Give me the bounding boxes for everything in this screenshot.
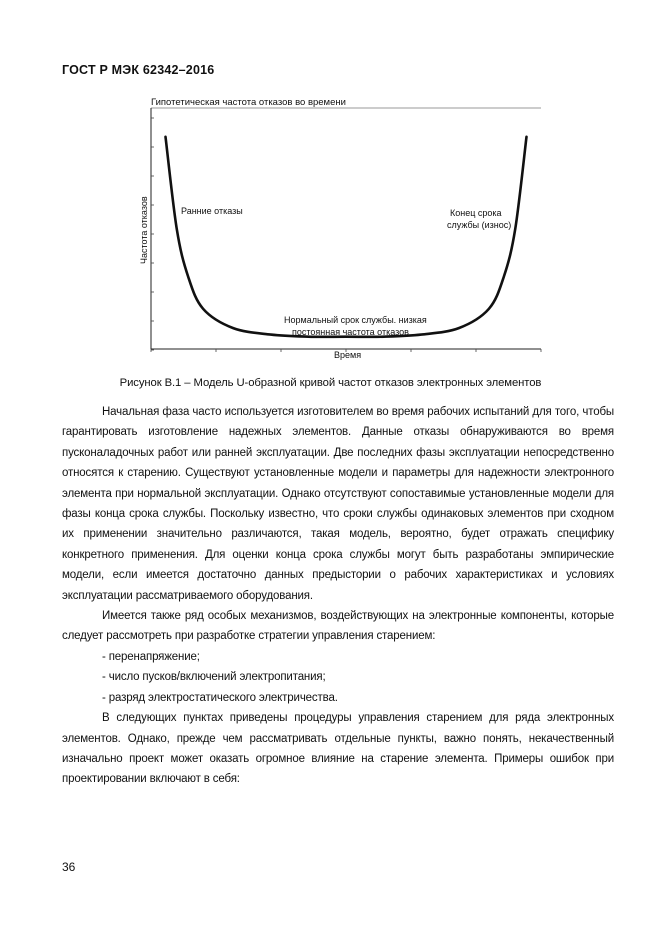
u-curve-figure: [0, 0, 661, 370]
figure-caption: Рисунок В.1 – Модель U-образной кривой частот отказов электронных элементов: [119, 377, 542, 389]
body-text: [62, 402, 614, 790]
paragraph: Начальная фаза часто используется изготовителем во время рабочих испытаний для того, чтобы гарантировать изготовление надежных элементов. Данные отказы обнаруживаются во время пусконаладочных работ или ранней эксплуатации. Две последних фазы эксплуатации непосредственно относятся к старению. Существуют установленные модели и параметры для надежности электронного элемента при нормальной эксплуатации. Однако отсутствуют сопоставимые установленные модели для фазы конца срока службы. Поскольку известно, что сроки службы одинаковых элементов при сходном их применении значительно различаются, такая модель, вероятно, будет отражать специфику конкретного применения. Для оценки конца срока службы могут быть разработаны эмпирические модели, если имеется достаточно данных предыстории о рабочих характеристиках и условиях эксплуатации рассматриваемого оборудования.: [62, 406, 614, 602]
paragraph: Имеется также ряд особых механизмов, воздействующих на электронные компоненты, которые следует рассмотреть при разработке стратегии управления старением:: [62, 610, 614, 643]
end-of-life-label-line2: службы (износ): [447, 220, 512, 230]
list-item: - разряд электростатического электричества.: [102, 691, 338, 704]
early-failures-label: Ранние отказы: [181, 206, 243, 216]
figure-title: Гипотетическая частота отказов во времени: [151, 97, 346, 108]
x-axis-label: Время: [334, 350, 362, 360]
bathtub-curve-line: [166, 137, 527, 337]
document-code-header: ГОСТ Р МЭК 62342–2016: [62, 63, 215, 77]
y-axis-label: Частота отказов: [139, 196, 149, 264]
normal-life-label-line1: Нормальный срок службы. низкая: [284, 315, 427, 325]
list-item: - число пусков/включений электропитания;: [102, 671, 326, 684]
page-number: 36: [62, 860, 76, 874]
normal-life-label-line2: постоянная частота отказов: [292, 327, 409, 337]
end-of-life-label-line1: Конец срока: [450, 208, 502, 218]
list-item: - перенапряжение;: [102, 650, 200, 663]
paragraph: В следующих пунктах приведены процедуры управления старением для ряда электронных элементов. Однако, прежде чем рассматривать отдельные пункты, важно понять, некачественный изначально проект может оказать огромное влияние на старение элемента. Примеры ошибок при проектировании включают в себя:: [62, 712, 614, 786]
